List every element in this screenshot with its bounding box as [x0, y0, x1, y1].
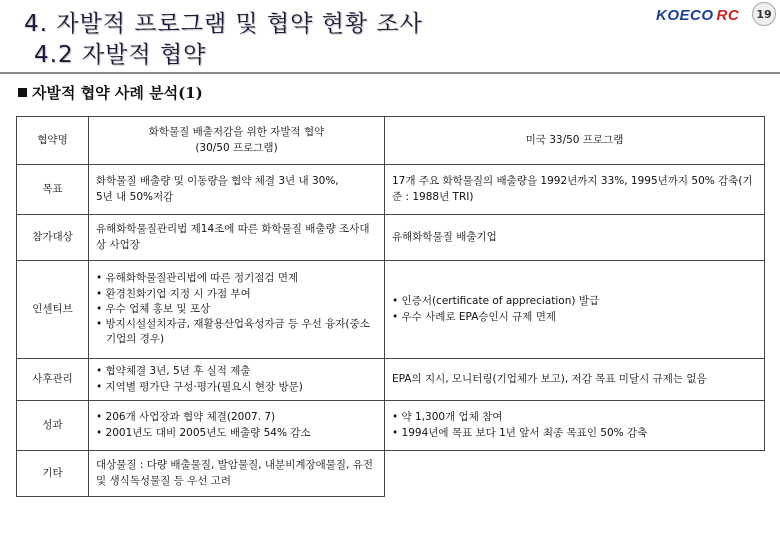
bullet-list — [96, 364, 377, 394]
logo-text: KOECO — [656, 7, 714, 24]
page-title-line1: 4. 자발적 프로그램 및 협약 현황 조사 — [24, 11, 423, 37]
list-item: • 협약체결 3년, 5년 후 실적 제출 — [96, 364, 377, 379]
table-row — [17, 165, 765, 215]
list-item: • 환경친화기업 지정 시 가점 부여 — [96, 287, 377, 302]
header-divider — [0, 72, 780, 74]
table-row — [17, 401, 765, 451]
table-row — [17, 261, 765, 359]
table-row — [17, 215, 765, 261]
korea-cell — [89, 261, 385, 359]
page-title-line2: 4.2 자발적 협약 — [34, 42, 207, 68]
page-number-badge: 19 — [752, 2, 776, 26]
list-item: • 지역별 평가단 구성·평가(필요시 현장 방문) — [96, 380, 377, 395]
list-item: • 인증서(certificate of appreciation) 발급 — [392, 294, 757, 309]
bullet-list — [96, 271, 377, 347]
korea-cell: 유해화학물질관리법 제14조에 따른 화학물질 배출량 조사대상 사업장 — [89, 215, 385, 261]
bullet-list — [392, 294, 757, 324]
list-item: • 우수 사례로 EPA승인시 규제 면제 — [392, 310, 757, 325]
koeco-rc-logo — [656, 7, 739, 24]
list-item: • 약 1,300개 업체 참여 — [392, 410, 757, 425]
row-label: 인센티브 — [17, 261, 89, 359]
bullet-list — [96, 410, 377, 440]
row-label: 성과 — [17, 401, 89, 451]
row-label: 참가대상 — [17, 215, 89, 261]
header-us-cell: 미국 33/50 프로그램 — [385, 117, 765, 165]
list-item: • 방지시설설치자금, 재활용산업육성자금 등 우선 융자(중소기업의 경우) — [96, 317, 377, 347]
row-label: 기타 — [17, 451, 89, 497]
logo-rc-text: RC — [716, 7, 740, 24]
header-korea-text: 화학물질 배출저감을 위한 자발적 협약 (30/50 프로그램) — [148, 126, 325, 154]
table-header-row — [17, 117, 765, 165]
korea-cell — [89, 165, 385, 215]
section-heading-suffix: (1) — [178, 83, 203, 102]
list-item: • 1994년에 목표 보다 1년 앞서 최종 목표인 50% 감축 — [392, 426, 757, 441]
comparison-table — [16, 116, 765, 497]
list-item: • 206개 사업장과 협약 체결(2007. 7) — [96, 410, 377, 425]
bullet-list — [392, 410, 757, 440]
list-item: • 유해화학물질관리법에 따른 정기점검 면제 — [96, 271, 377, 286]
korea-text: 화학물질 배출량 및 이동량을 협약 체결 3년 내 30%, 5년 내 50%저감 — [96, 175, 339, 203]
empty-cell — [385, 451, 765, 497]
list-item: • 우수 업체 홍보 및 포상 — [96, 302, 377, 317]
us-cell: 유해화학물질 배출기업 — [385, 215, 765, 261]
korea-cell — [89, 401, 385, 451]
row-label: 사후관리 — [17, 359, 89, 401]
header-korea-cell — [89, 117, 385, 165]
row-label: 목표 — [17, 165, 89, 215]
us-cell — [385, 261, 765, 359]
us-cell — [385, 401, 765, 451]
section-heading-text: 자발적 협약 사례 분석 — [32, 84, 179, 102]
us-cell: EPA의 지시, 모니터링(기업체가 보고), 저감 목표 미달시 규제는 없음 — [385, 359, 765, 401]
korea-cell — [89, 359, 385, 401]
korea-cell: 대상물질 : 다량 배출물질, 발암물질, 내분비계장애물질, 유전 및 생식독성물질 등 우선 고려 — [89, 451, 385, 497]
us-cell: 17개 주요 화학물질의 배출량을 1992년까지 33%, 1995년까지 50% 감축(기준 : 1988년 TRI) — [385, 165, 765, 215]
square-bullet-icon — [18, 88, 27, 97]
section-heading — [18, 82, 203, 103]
table-row — [17, 359, 765, 401]
list-item: • 2001년도 대비 2005년도 배출량 54% 감소 — [96, 426, 377, 441]
header-label-cell: 협약명 — [17, 117, 89, 165]
table-row — [17, 451, 765, 497]
